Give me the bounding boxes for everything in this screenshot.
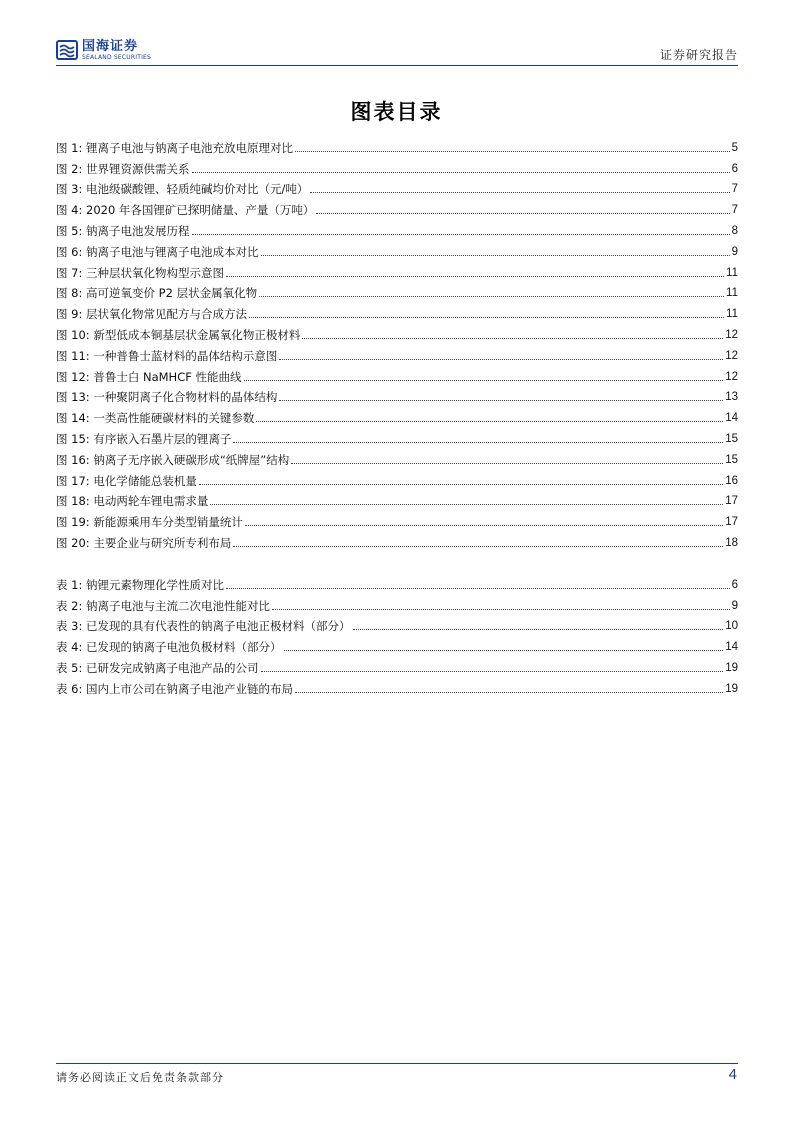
toc-entry[interactable]: [56, 155, 738, 176]
toc-entry[interactable]: [56, 238, 738, 259]
toc-entry-label: 表 4: 已发现的钠离子电池负极材料（部分）: [56, 640, 282, 655]
toc-entry-page: 16: [725, 474, 738, 487]
toc-entry-page: 18: [725, 536, 738, 549]
toc-entry-page: 6: [731, 578, 738, 591]
toc-entry[interactable]: [56, 300, 738, 321]
page-number: 4: [728, 1066, 737, 1083]
toc-entry-page: 12: [725, 328, 738, 341]
toc-entry-page: 11: [726, 266, 738, 279]
toc-entry-page: 12: [725, 370, 738, 383]
toc-entry-page: 17: [725, 516, 738, 529]
toc-entry[interactable]: [56, 321, 738, 342]
toc-entry-label: 图 3: 电池级碳酸锂、轻质纯碱均价对比（元/吨）: [56, 182, 309, 197]
footer-divider: [56, 1063, 738, 1064]
toc-entry[interactable]: [56, 217, 738, 238]
toc-entry-label: 图 12: 普鲁士白 NaMHCF 性能曲线: [56, 369, 242, 384]
toc-entry-label: 图 15: 有序嵌入石墨片层的锂离子: [56, 431, 232, 446]
toc-dot-leader: [261, 671, 724, 672]
toc-entry-label: 图 18: 电动两轮车锂电需求量: [56, 494, 209, 509]
toc-entry-page: 15: [725, 432, 738, 445]
toc-entry-page: 7: [731, 183, 738, 196]
toc-entry-label: 图 4: 2020 年各国锂矿已探明储量、产量（万吨）: [56, 203, 315, 218]
toc-dot-leader: [249, 317, 724, 318]
toc-entry[interactable]: [56, 508, 738, 529]
toc-entry-page: 11: [726, 308, 738, 321]
toc-entry-label: 表 1: 钠锂元素物理化学性质对比: [56, 577, 225, 592]
toc-dot-leader: [279, 400, 723, 401]
toc-dot-leader: [295, 151, 730, 152]
toc-entry-page: 15: [725, 453, 738, 466]
toc-dot-leader: [233, 442, 723, 443]
toc-entry-page: 12: [725, 349, 738, 362]
toc-entry[interactable]: [56, 384, 738, 405]
toc-entry-page: 14: [725, 641, 738, 654]
toc-entry-label: 图 1: 锂离子电池与钠离子电池充放电原理对比: [56, 140, 293, 155]
toc-dot-leader: [192, 234, 730, 235]
toc-entry-label: 图 14: 一类高性能硬碳材料的关键参数: [56, 411, 255, 426]
toc-entry[interactable]: [56, 134, 738, 155]
toc-entry[interactable]: [56, 446, 738, 467]
toc-dot-leader: [245, 525, 723, 526]
toc-entry[interactable]: [56, 259, 738, 280]
toc-entry-page: 7: [731, 204, 738, 217]
company-logo: [56, 36, 151, 64]
toc-entry[interactable]: [56, 176, 738, 197]
toc-entry-label: 图 9: 层状氧化物常见配方与合成方法: [56, 307, 248, 322]
toc-entry[interactable]: [56, 404, 738, 425]
logo-name-cn: 国海证券: [82, 39, 139, 54]
sealand-logo-icon: [56, 39, 78, 61]
toc-entry-label: 表 5: 已研发完成钠离子电池产品的公司: [56, 660, 259, 675]
header-divider: [56, 65, 738, 66]
toc-entry-label: 图 5: 钠离子电池发展历程: [56, 223, 190, 238]
toc-entry-page: 13: [725, 391, 738, 404]
toc-dot-leader: [210, 504, 723, 505]
toc-entry[interactable]: [56, 633, 738, 654]
toc-entry-page: 6: [731, 162, 738, 175]
toc-dot-leader: [192, 172, 730, 173]
toc-entry-page: 10: [725, 620, 738, 633]
toc-entry-label: 图 11: 一种普鲁士蓝材料的晶体结构示意图: [56, 348, 278, 363]
report-type-label: 证券研究报告: [659, 48, 738, 62]
toc-entry[interactable]: [56, 488, 738, 509]
toc-entry[interactable]: [56, 571, 738, 592]
toc-dot-leader: [310, 192, 729, 193]
toc-entry-label: 图 16: 钠离子无序嵌入硬碳形成“纸牌屋”结构: [56, 452, 290, 467]
toc-dot-leader: [272, 609, 730, 610]
toc-dot-leader: [302, 338, 723, 339]
toc-entry[interactable]: [56, 280, 738, 301]
toc-entry-page: 5: [731, 141, 738, 154]
toc-dot-leader: [199, 484, 723, 485]
toc-entry-page: 14: [725, 412, 738, 425]
toc-dot-leader: [226, 276, 724, 277]
toc-entry[interactable]: [56, 196, 738, 217]
toc-dot-leader: [261, 255, 730, 256]
toc-dot-leader: [353, 629, 724, 630]
toc-entry[interactable]: [56, 654, 738, 675]
toc-entry-page: 11: [726, 287, 738, 300]
toc-entry-page: 17: [725, 495, 738, 508]
table-list: [56, 571, 738, 696]
toc-entry-label: 图 13: 一种聚阴离子化合物材料的晶体结构: [56, 390, 278, 405]
toc-dot-leader: [316, 213, 729, 214]
toc-entry-label: 图 10: 新型低成本铜基层状金属氧化物正极材料: [56, 327, 301, 342]
toc-entry-label: 图 17: 电化学储能总装机量: [56, 473, 197, 488]
toc-dot-leader: [259, 296, 724, 297]
toc-entry-page: 19: [725, 661, 738, 674]
toc-entry-label: 图 7: 三种层状氧化物构型示意图: [56, 265, 225, 280]
toc-entry-page: 9: [731, 245, 738, 258]
toc-dot-leader: [295, 692, 723, 693]
logo-name-en: SEALAND SECURITIES: [82, 54, 152, 61]
toc-entry-page: 8: [731, 224, 738, 237]
toc-entry-page: 19: [725, 682, 738, 695]
toc-dot-leader: [244, 380, 724, 381]
figure-list: [56, 134, 738, 550]
toc-entry-label: 表 2: 钠离子电池与主流二次电池性能对比: [56, 598, 271, 613]
toc-entry[interactable]: [56, 613, 738, 634]
toc-dot-leader: [284, 650, 724, 651]
toc-entry-label: 图 20: 主要企业与研究所专利布局: [56, 535, 232, 550]
toc-entry-page: 9: [731, 599, 738, 612]
toc-dot-leader: [256, 421, 723, 422]
toc-dot-leader: [226, 588, 730, 589]
toc-entry[interactable]: [56, 425, 738, 446]
toc-dot-leader: [233, 546, 723, 547]
toc-entry[interactable]: [56, 467, 738, 488]
toc-entry[interactable]: [56, 529, 738, 550]
toc-entry-label: 图 6: 钠离子电池与锂离子电池成本对比: [56, 244, 259, 259]
toc-entry-label: 表 3: 已发现的具有代表性的钠离子电池正极材料（部分）: [56, 619, 351, 634]
toc-entry[interactable]: [56, 363, 738, 384]
toc-entry-label: 图 8: 高可逆氧变价 P2 层状金属氧化物: [56, 286, 258, 301]
toc-entry-label: 表 6: 国内上市公司在钠离子电池产业链的布局: [56, 681, 293, 696]
disclaimer-text: 请务必阅读正文后免责条款部分: [56, 1071, 224, 1084]
page-title: 图表目录: [350, 100, 443, 124]
page-header: [56, 36, 738, 64]
toc-dot-leader: [291, 463, 723, 464]
toc-entry-label: 图 2: 世界锂资源供需关系: [56, 161, 190, 176]
toc-dot-leader: [279, 359, 723, 360]
toc-entry[interactable]: [56, 592, 738, 613]
toc-entry[interactable]: [56, 342, 738, 363]
toc-entry-label: 图 19: 新能源乘用车分类型销量统计: [56, 515, 243, 530]
toc-entry[interactable]: [56, 675, 738, 696]
